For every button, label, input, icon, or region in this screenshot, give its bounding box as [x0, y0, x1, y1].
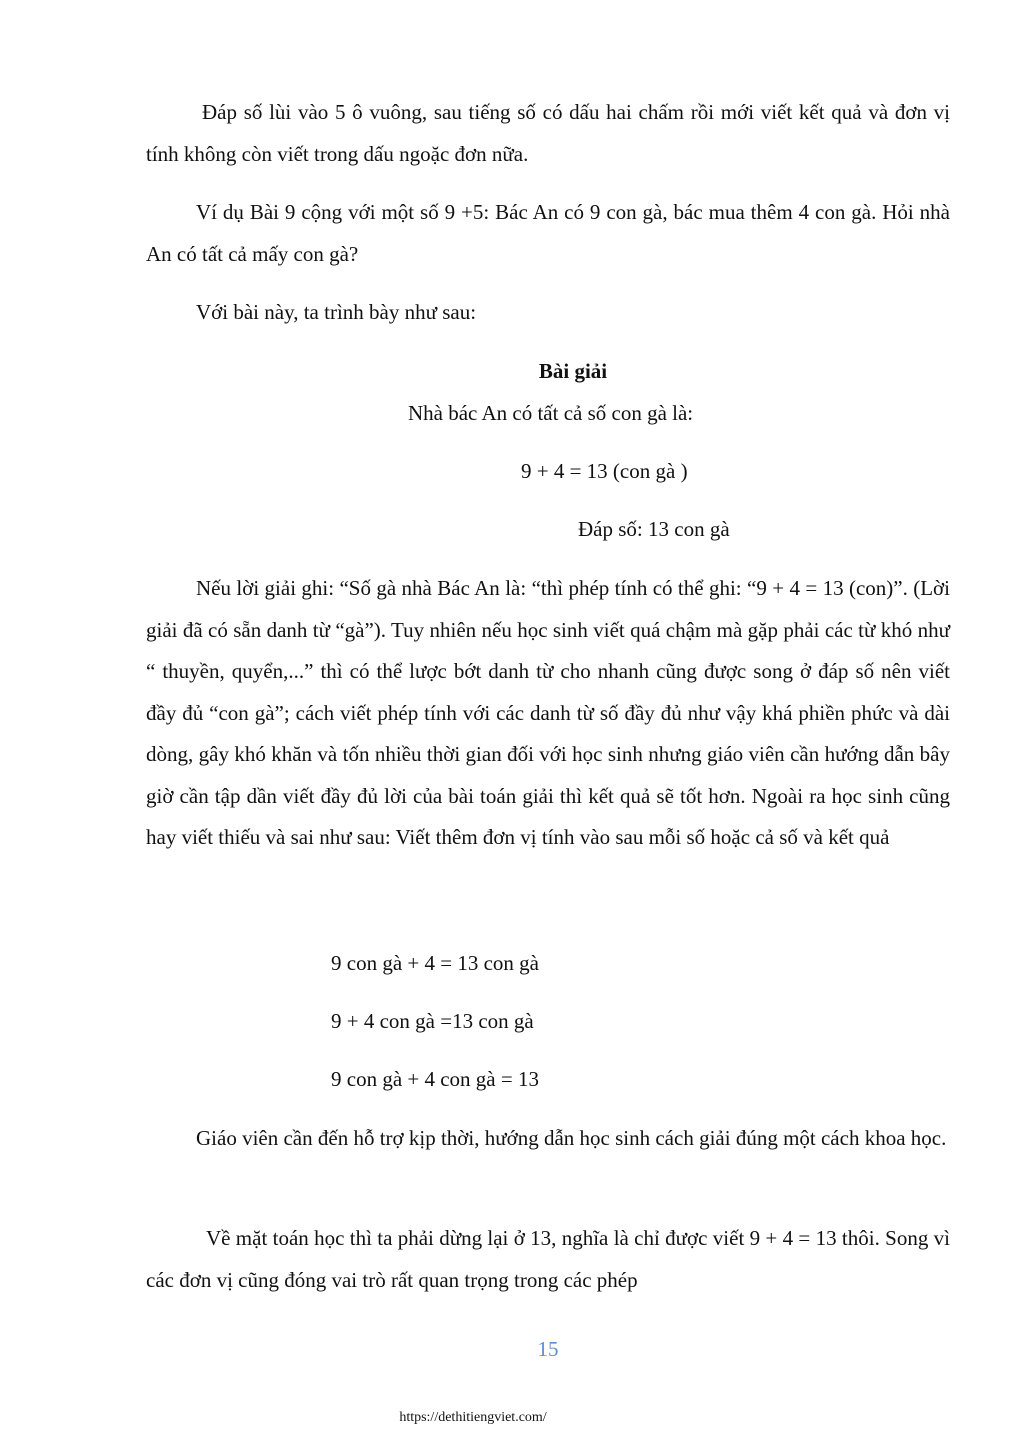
paragraph-math-units: Về mặt toán học thì ta phải dừng lại ở 13, nghĩa là chỉ được viết 9 + 4 = 13 thôi. Song vì các đơn vị cũng đóng vai trò rất quan trọng trong các phép — [146, 1226, 950, 1292]
footer-url: https://dethitiengviet.com/ — [399, 1410, 547, 1425]
page-number: 15 — [537, 1337, 559, 1361]
wrong-example-1: 9 con gà + 4 = 13 con gà — [331, 951, 539, 975]
paragraph-example: Ví dụ Bài 9 cộng với một số 9 +5: Bác An có 9 con gà, bác mua thêm 4 con gà. Hỏi nhà An có tất cả mấy con gà? — [146, 200, 950, 266]
wrong-example-3: 9 con gà + 4 con gà = 13 — [331, 1067, 539, 1091]
solution-calculation: 9 + 4 = 13 (con gà ) — [521, 459, 688, 483]
wrong-example-2: 9 + 4 con gà =13 con gà — [331, 1009, 534, 1033]
paragraph-intro: Với bài này, ta trình bày như sau: — [196, 300, 477, 324]
solution-heading: Bài giải — [538, 359, 608, 383]
paragraph-answer-format: Đáp số lùi vào 5 ô vuông, sau tiếng số có dấu hai chấm rồi mới viết kết quả và đơn vị tính không còn viết trong dấu ngoặc đơn nữa. — [146, 100, 950, 166]
solution-answer: Đáp số: 13 con gà — [578, 517, 730, 541]
paragraph-teacher-support: Giáo viên cần đến hỗ trợ kịp thời, hướng dẫn học sinh cách giải đúng một cách khoa học. — [196, 1126, 947, 1150]
paragraph-explanation: Nếu lời giải ghi: “Số gà nhà Bác An là: “thì phép tính có thể ghi: “9 + 4 = 13 (con)”. (Lời giải đã có sẵn danh từ “gà”). Tuy nhiên nếu học sinh viết quá chậm mà gặp phải các từ khó như “ thuyền, quyển,...” thì có thể lược bớt danh từ cho nhanh cũng được song ở đáp số nên viết đầy đủ “con gà”; cách viết phép tính với các danh từ số đầy đủ như vậy khá phiền phức và dài dòng, gây khó khăn và tốn nhiều thời gian đối với học sinh nhưng giáo viên cần hướng dẫn bây giờ cần tập dần viết đầy đủ lời của bài toán giải thì kết quả sẽ tốt hơn. Ngoài ra học sinh cũng hay viết thiếu và sai như sau: Viết thêm đơn vị tính vào sau mỗi số hoặc cả số và kết quả — [146, 576, 950, 849]
solution-statement: Nhà bác An có tất cả số con gà là: — [408, 401, 694, 425]
